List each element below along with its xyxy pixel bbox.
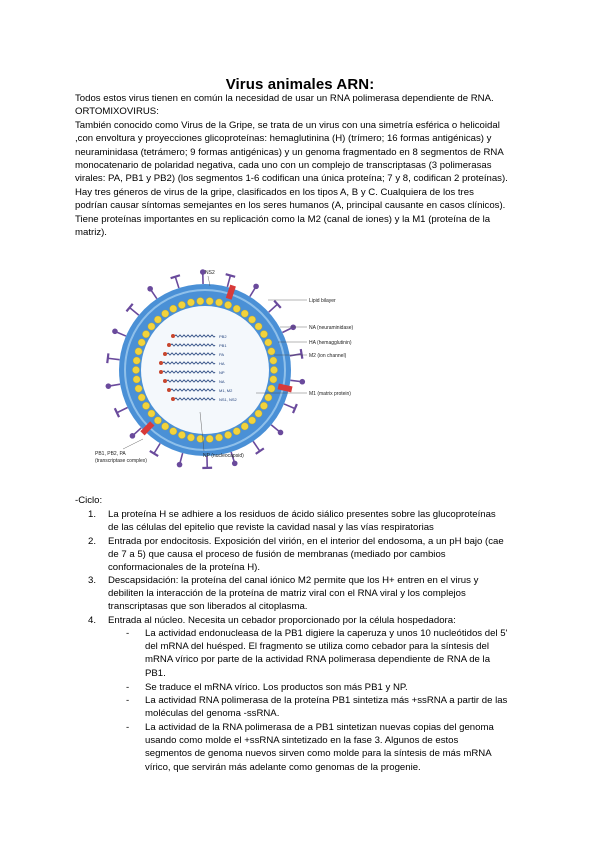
step-line: de las células del epitelio que reviste la cavidad nasal y las vías respiratorias (108, 522, 434, 534)
intro-line: Todos estos virus tienen en común la necesidad de usar un RNA polimerasa dependiente de RNA. (75, 93, 494, 104)
intro-line: ,con envoltura y proyecciones glicoproteínas: hemaglutinina (H) (trímero; 16 formas antigénicas) y (75, 133, 492, 145)
sub-line: mRNA vírico por parte de la actividad RNA polimerasa dependiente de RNA de la (145, 654, 491, 666)
matrix-protein-bead (148, 410, 155, 417)
rna-segment-label: HA (219, 360, 225, 366)
matrix-protein-bead (187, 434, 194, 441)
sub-bullet: - (126, 722, 130, 733)
sub-line: vírico, que servirán más adelante como genomas de la progenie. (145, 761, 421, 773)
polymerase-complex (163, 379, 167, 383)
matrix-protein-bead (215, 299, 222, 306)
intro-line: También conocido como Virus de la Gripe, se trata de un virus con una simetría esférica o helicoidal (75, 119, 500, 131)
neuraminidase-head (232, 461, 238, 467)
label-m2: M2 (ion channel) (309, 353, 347, 359)
matrix-protein-bead (142, 331, 149, 338)
rna-segment-label: PB2 (219, 333, 227, 339)
step-line: transcriptasas que son liberados al citoplasma. (108, 601, 308, 613)
label-np: NP (nucleocapsid) (203, 453, 244, 459)
step-number: 4. (88, 615, 97, 626)
neuraminidase-head (147, 286, 153, 292)
matrix-protein-bead (268, 348, 275, 355)
matrix-protein-bead (178, 431, 185, 438)
step-line: Entrada al núcleo. Necesita un cebador proporcionado por la célula hospedadora: (108, 615, 456, 626)
intro-line: podrían causar síntomas semejantes en los seres humanos (A, principal causante en casos clínicos). (75, 200, 506, 212)
glycoprotein-spike (129, 308, 138, 316)
sub-bullet: - (126, 628, 130, 639)
matrix-protein-bead (265, 339, 272, 346)
matrix-protein-bead (268, 385, 275, 392)
glycoprotein-spike (269, 304, 278, 312)
rna-segment-label: PA (219, 351, 225, 357)
matrix-protein-bead (138, 339, 145, 346)
matrix-protein-bead (154, 417, 161, 424)
label-na: NA (neuraminidase) (309, 325, 354, 331)
matrix-protein-bead (170, 428, 177, 435)
intro-line: Hay tres géneros de virus de la gripe, clasificados en los tipos A, B y C. Cualquiera de los tres (75, 186, 474, 198)
matrix-protein-bead (178, 301, 185, 308)
sub-line: La actividad endonucleasa de la PB1 digiere la caperuza y unos 10 nucleótidos del 5' (145, 628, 508, 639)
matrix-protein-bead (248, 417, 255, 424)
sub-line: del mRNA del huésped. El fragmento se utiliza como cebador para la síntesis del (145, 641, 489, 653)
matrix-protein-bead (260, 402, 267, 409)
rna-segment (175, 398, 215, 400)
matrix-protein-bead (270, 366, 277, 373)
neuraminidase-head (177, 462, 183, 468)
influenza-virion-diagram (88, 262, 388, 474)
hemagglutinin-head (226, 274, 235, 277)
matrix-protein-bead (241, 423, 248, 430)
sub-bullet: - (126, 682, 130, 693)
polymerase-complex (159, 361, 163, 365)
glycoprotein-spike (175, 277, 179, 288)
step-line: de 7 a 5) que causa el proceso de fusión de membranas (mediado por cambios (108, 548, 446, 560)
matrix-protein-bead (135, 385, 142, 392)
rna-segment-label: M1, M2 (219, 387, 233, 393)
matrix-protein-bead (233, 305, 240, 312)
matrix-protein-bead (265, 394, 272, 401)
step-number: 1. (88, 509, 97, 520)
hemagglutinin-head (150, 451, 158, 456)
label-lipid-bilayer: Lipid bilayer (309, 298, 336, 304)
matrix-protein-bead (270, 357, 277, 364)
neuraminidase-head (106, 383, 112, 389)
step-line: Entrada por endocitosis. Exposición del virión, en el interior del endosoma, a un pH bajo (cae (108, 535, 504, 547)
rna-segment-label: PB1 (219, 342, 227, 348)
matrix-protein-bead (233, 428, 240, 435)
glycoprotein-spike (117, 407, 128, 412)
matrix-protein-bead (206, 298, 213, 305)
polymerase-complex (163, 352, 167, 356)
hemagglutinin-head (107, 353, 108, 363)
rna-segment-label: NA (219, 378, 225, 384)
sub-line: Se traduce el mRNA vírico. Los productos son más PB1 y NP. (145, 682, 408, 693)
sub-line: moléculas del genoma -ssRNA. (145, 708, 280, 720)
rna-segment-label: NP (219, 369, 225, 375)
intro-line: monocatenario de polaridad negativa, cada uno con un complejo de transcriptasas (3 polimerasas (75, 160, 492, 172)
matrix-protein-bead (154, 316, 161, 323)
sub-line: PB1. (145, 667, 166, 679)
matrix-protein-bead (187, 299, 194, 306)
label-m1: M1 (matrix protein) (309, 391, 351, 397)
matrix-protein-bead (135, 348, 142, 355)
intro-line: ORTOMIXOVIRUS: (75, 106, 159, 118)
matrix-protein-bead (132, 366, 139, 373)
hemagglutinin-head (301, 349, 303, 359)
intro-paragraph (75, 92, 535, 239)
hemagglutinin-head (256, 448, 264, 453)
polymerase-complex (167, 388, 171, 392)
polymerase-complex (167, 343, 171, 347)
neuraminidase-head (112, 329, 118, 335)
matrix-protein-bead (248, 316, 255, 323)
hemagglutinin-head (171, 275, 180, 278)
matrix-protein-bead (241, 310, 248, 317)
glycoprotein-spike (108, 358, 120, 359)
sub-line: segmentos de genoma nuevos sirven como molde para la síntesis de más mRNA (145, 748, 492, 760)
step-number: 3. (88, 575, 97, 586)
matrix-protein-bead (270, 376, 277, 383)
matrix-protein-bead (138, 394, 145, 401)
virion-interior (141, 306, 269, 434)
matrix-protein-bead (215, 434, 222, 441)
glycoprotein-spike (284, 404, 295, 409)
neuraminidase-head (278, 430, 284, 436)
intro-line: Tiene proteínas importantes en su replicación como la M2 (canal de iones) y la M1 (proteína de la (75, 213, 491, 225)
rna-segment-label: NS1, NS2 (219, 396, 237, 402)
matrix-protein-bead (162, 423, 169, 430)
matrix-protein-bead (255, 410, 262, 417)
intro-line: neuraminidasa (tetrámero; 9 formas antigénicas) y un genoma fragmentado en 8 segmentos de RNA (75, 146, 504, 158)
glycoprotein-spike (253, 441, 260, 451)
matrix-protein-bead (197, 298, 204, 305)
rna-segment (175, 335, 215, 337)
polymerase-complex (171, 397, 175, 401)
step-line: Descapsidación: la proteína del canal iónico M2 permite que los H+ entren en el virus y (108, 575, 479, 586)
neuraminidase-head (290, 324, 296, 330)
neuraminidase-head (253, 284, 259, 290)
matrix-protein-bead (255, 323, 262, 330)
matrix-protein-bead (225, 431, 232, 438)
step-number: 2. (88, 535, 97, 547)
sub-line: La actividad RNA polimerasa de la proteína PB1 sintetiza más +ssRNA a partir de las (145, 695, 508, 706)
sub-line: La actividad de la RNA polimerasa de a PB1 sintetizan nuevas copias del genoma (145, 722, 494, 733)
glycoprotein-spike (154, 443, 160, 453)
matrix-protein-bead (162, 310, 169, 317)
step-line: conformacionales de la proteína H). (108, 561, 260, 573)
polymerase-complex (159, 370, 163, 374)
step-line: La proteína H se adhiere a los residuos de ácido siálico presentes sobre las glucoproteínas (108, 509, 496, 520)
matrix-protein-bead (170, 305, 177, 312)
polymerase-complex (171, 334, 175, 338)
matrix-protein-bead (260, 331, 267, 338)
matrix-protein-bead (133, 376, 140, 383)
label-ns2: NS2 (205, 270, 215, 276)
neuraminidase-head (299, 379, 305, 385)
page-title: Virus animales ARN: (225, 76, 375, 93)
step-line: debiliten la interacción de la proteína de matriz viral con el RNA viral y los complejos (108, 588, 466, 600)
matrix-protein-bead (148, 323, 155, 330)
cycle-heading: -Ciclo: (75, 495, 103, 506)
label-ha: HA (hemagglutinin) (309, 340, 352, 346)
virion-drawing (106, 269, 306, 468)
intro-line: matriz). (75, 227, 107, 239)
intro-line: virales: PA, PB1 y PB2) (los segmentos 1-6 codifican una única proteína; 7 y 8, codifican 2 proteínas). (75, 173, 508, 185)
sub-line: usando como molde el +ssRNA sintetizado en la fase 3. Algunos de estos (145, 735, 459, 747)
sub-bullet: - (126, 695, 130, 706)
matrix-protein-bead (206, 435, 213, 442)
label-pb-complex-sub: (transcriptase complex) (95, 458, 147, 464)
matrix-protein-bead (142, 402, 149, 409)
matrix-protein-bead (225, 301, 232, 308)
label-pb-complex: PB1, PB2, PA (95, 451, 126, 457)
glycoprotein-spike (227, 275, 230, 287)
neuraminidase-head (130, 433, 136, 439)
matrix-protein-bead (133, 357, 140, 364)
